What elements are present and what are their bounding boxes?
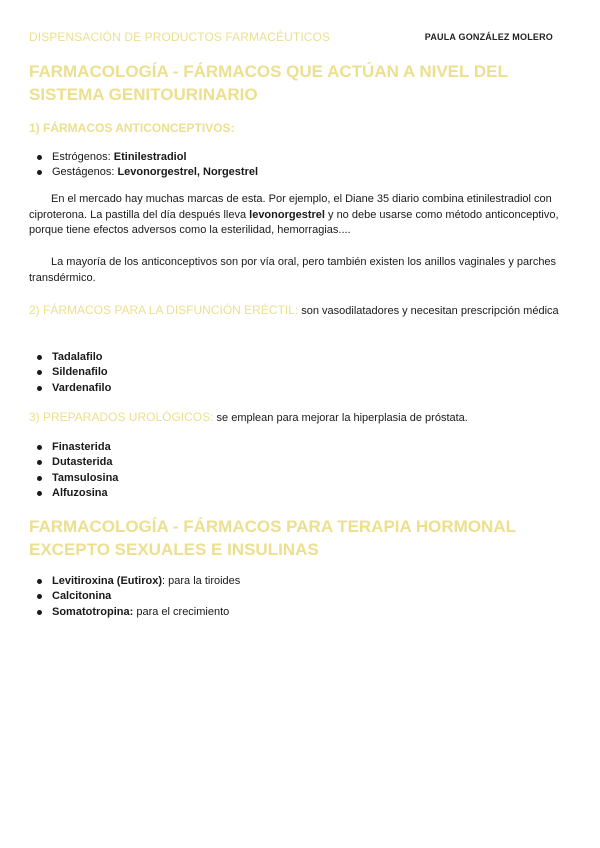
bullet-icon [37,610,42,615]
urological-heading [29,409,569,427]
paragraph-market [29,192,559,239]
item-value: Finasterida [52,441,111,453]
item-value: Somatotropina: [52,605,134,618]
contraceptives-list [29,150,258,181]
heading-description: se emplean para mejorar la hiperplasia de próstata. [213,412,468,424]
bullet-icon [37,594,42,599]
bullet-icon [37,445,42,450]
contraceptives-heading: 1) FÁRMACOS ANTICONCEPTIVOS: [29,121,235,135]
paragraph-bold: levonorgestrel [249,208,325,221]
item-value: Sildenafilo [52,366,108,379]
bullet-icon [37,155,42,160]
erectile-heading [29,302,569,320]
bullet-icon [37,460,42,465]
header-author: PAULA GONZÁLEZ MOLERO [424,32,553,42]
item-description: para el crecimiento [133,605,230,618]
list-item [29,440,118,455]
heading-text: 3) PREPARADOS UROLÓGICOS: [29,410,214,424]
bullet-icon [37,579,42,584]
bullet-icon [37,491,42,496]
list-item [29,455,118,470]
list-item [29,574,240,589]
bullet-icon [37,370,42,375]
item-value: Levonorgestrel, Norgestrel [117,166,259,179]
list-item [29,605,240,620]
list-item [29,365,111,380]
header-course-title: DISPENSACIÓN DE PRODUCTOS FARMACÉUTICOS [29,30,331,44]
item-label: Gestágenos: [52,166,118,179]
item-value: Levitiroxina (Eutirox) [52,575,163,587]
bullet-icon [37,476,42,481]
item-value: Dutasterida [52,456,113,469]
list-item [29,165,258,180]
item-value: Tadalafilo [52,351,103,363]
item-value: Etinilestradiol [113,151,187,163]
paragraph-text: y no debe usarse como método anticonceptivo, porque tiene efectos adversos como la esterilidad, hemorragias.... [29,208,559,236]
item-value: Tamsulosina [52,471,119,484]
list-item [29,589,240,604]
list-item [29,471,118,486]
item-value: Vardenafilo [52,381,112,394]
list-item [29,381,111,396]
list-item [29,350,111,365]
section2-title: FARMACOLOGÍA - FÁRMACOS PARA TERAPIA HORMONAL EXCEPTO SEXUALES E INSULINAS [29,517,516,559]
heading-description: son vasodilatadores y necesitan prescripción médica [298,305,559,317]
item-value: Calcitonina [52,590,112,603]
heading-text: 2) FÁRMACOS PARA LA DISFUNCIÓN ERÉCTIL: [29,303,299,317]
item-label: Estrógenos: [52,151,114,163]
hormonal-list [29,574,240,620]
item-value: Alfuzosina [52,486,108,499]
paragraph-text: En el mercado hay muchas marcas de esta. Por ejemplo, el Diane 35 diario combina etinilestradiol con ciproterona. La pastilla del día después lleva [29,193,552,221]
erectile-list [29,350,111,396]
list-item [29,486,118,501]
bullet-icon [37,355,42,360]
bullet-icon [37,170,42,175]
section1-title: FARMACOLOGÍA - FÁRMACOS QUE ACTÚAN A NIVEL DEL SISTEMA GENITOURINARIO [29,62,508,104]
paragraph-oral: La mayoría de los anticonceptivos son por vía oral, pero también existen los anillos vaginales y parches transdérmico. [29,256,557,284]
item-description: : para la tiroides [162,575,241,587]
list-item [29,150,258,165]
urological-list [29,440,118,501]
bullet-icon [37,386,42,391]
